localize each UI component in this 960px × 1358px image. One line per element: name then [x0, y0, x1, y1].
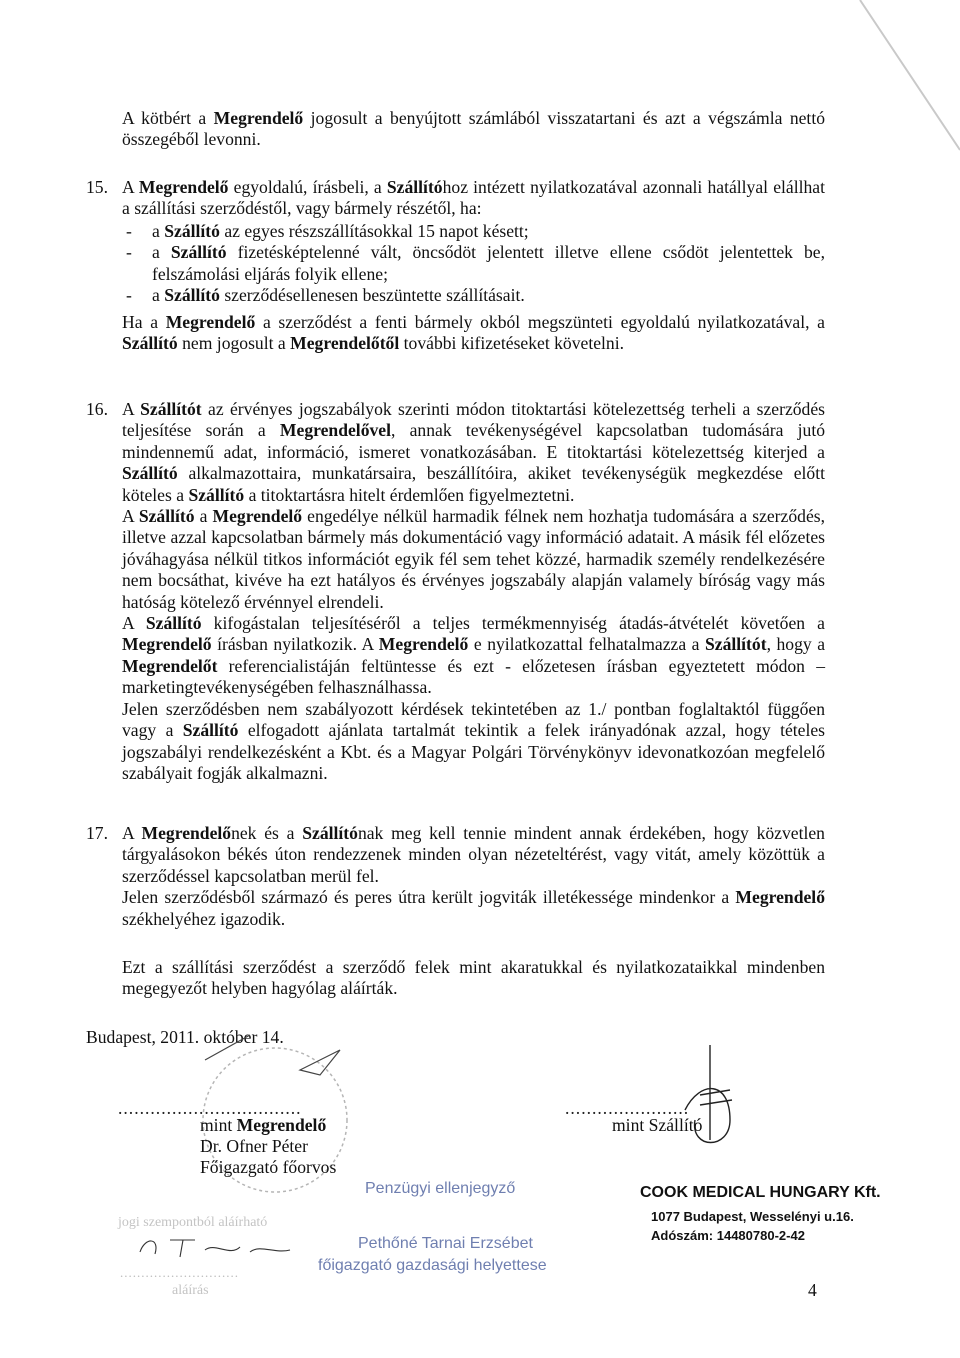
- signature-dotted-line-right: .......................: [565, 1098, 690, 1118]
- text: A: [122, 177, 139, 197]
- paragraph-kotber: [122, 108, 825, 151]
- stamp-line: Penzügyi ellenjegyző: [365, 1180, 516, 1197]
- text: az érvényes jogszabályok szerinti módon titoktartási kötelezettség terheli a szerződés teljesítése során a: [122, 399, 825, 441]
- section-16: [122, 399, 825, 784]
- text: Ezt a szállítási szerződést a szerződő felek mint akaratukkal és nyilatkozataikkal mindenben megegyezőt helyben hagyólag aláírták.: [122, 957, 825, 999]
- party-megrendelo: Megrendelő: [378, 634, 469, 655]
- text: nem jogosult a: [177, 333, 291, 354]
- section-17-para-1: [122, 823, 825, 887]
- party-szallito: Szállító: [182, 720, 239, 741]
- text: a: [152, 221, 165, 241]
- party-megrendelo: Megrendelő: [735, 887, 825, 908]
- party-szallito: Szállító: [122, 463, 178, 484]
- text: hoz intézett nyilatkozatával azonnali hatállyal elállhat a szállítási szerződéstől, vagy bármely részétől, ha:: [122, 177, 825, 219]
- party-szallito: Szállító: [170, 242, 227, 263]
- signer-role-right: mint Szállító: [612, 1115, 703, 1135]
- text: A kötbért a: [122, 108, 214, 128]
- section-17: [122, 823, 825, 930]
- signature-block-left: [200, 1115, 336, 1178]
- paragraph-final: [122, 957, 825, 1000]
- party-szallito: Szállító: [302, 823, 358, 843]
- section-16-para-1: [122, 399, 825, 506]
- text: Ha a: [122, 312, 166, 332]
- party-megrendelo: Megrendelő: [141, 823, 232, 843]
- text: a titoktartásra hitelt érdemlően figyelmeztetni.: [244, 484, 575, 505]
- text: A: [122, 823, 142, 843]
- date-line: Budapest, 2011. október 14.: [86, 1027, 284, 1047]
- party-megrendelo: Megrendelővel: [279, 420, 391, 441]
- stamp-line: Pethőné Tarnai Erzsébet: [358, 1235, 533, 1252]
- text: nek és a: [231, 823, 303, 843]
- text: e nyilatkozattal felhatalmazza a: [468, 634, 705, 655]
- party-szallito: Szállító: [188, 484, 245, 505]
- party-szallito: Szállító: [164, 285, 220, 306]
- party-megrendelo: Megrendelőtől: [290, 333, 400, 354]
- signer-title: Főigazgató főorvos: [200, 1157, 337, 1177]
- company-stamp-taxnumber: Adószám: 14480780-2-42: [651, 1228, 805, 1243]
- party-szallito: Szállítót: [140, 399, 202, 419]
- signer-role: [200, 1115, 336, 1136]
- text: szerződésellenesen beszüntette szállításait.: [219, 285, 525, 306]
- party-szallito: Szállító: [164, 221, 220, 241]
- text: nak meg kell tennie mindent annak érdekében, hogy közvetlen tárgyalásokon békés úton rendezzenek minden olyan nézeteltérést, vagy vitát, amely közöttük a szerződéssel kapcsolatban merül fel.: [122, 823, 825, 886]
- company-stamp-name: COOK MEDICAL HUNGARY Kft.: [640, 1184, 881, 1201]
- page-corner-fold: [850, 0, 960, 160]
- text: a: [152, 285, 165, 306]
- party-szallito: Szállító: [386, 177, 443, 197]
- section-number-15: 15.: [86, 177, 108, 197]
- text: referencialistáján feltüntesse és ezt - előzetesen írásban egyeztetett módon – marketingtevékenységében felhasználhassa.: [122, 655, 825, 698]
- text: a: [152, 242, 171, 263]
- text: székhelyéhez igazodik.: [122, 908, 286, 929]
- list-item: - a Szállító az egyes részszállításokkal 15 napot késett;: [126, 221, 529, 241]
- text: jogosult a benyújtott számlából visszatartani és azt a végszámla nettó összegéből levonni.: [122, 108, 825, 150]
- text: további kifizetéseket követelni.: [399, 333, 624, 354]
- text: a szerződést a fenti bármely okból megszünteti egyoldalú nyilatkozatával, a: [255, 312, 825, 332]
- text: mint Megrendelő: [200, 1115, 327, 1135]
- page-number: 4: [808, 1280, 817, 1300]
- text: Jelen szerződésben nem szabályozott kérdések tekintetében az 1./ pontban foglaltaktól függően vagy a: [122, 698, 825, 741]
- party-szallito: Szállító: [145, 613, 202, 634]
- section-15-bullets: [122, 221, 825, 307]
- text: A: [122, 506, 139, 527]
- list-item: - a Szállító fizetésképtelenné vált, öncsődöt jelentett illetve ellene csődöt jelentettek be, felszámolási eljárás folyik ellene;: [126, 242, 826, 284]
- party-megrendelo: Megrendelőt: [122, 655, 218, 676]
- party-megrendelo: Megrendelő: [138, 177, 229, 197]
- section-15-closing: [122, 312, 825, 355]
- text: elfogadott ajánlata tartalmát tekintik a felek irányadónak azzal, hogy tételes jogszabályi rendelkezésként a Kbt. és a Magyar Polgári Törvénykönyv idevonatkozóan megfelelő szabályait fogják alkalmazni.: [122, 720, 826, 783]
- text: írásban nyilatkozik. A: [211, 634, 379, 655]
- section-number-16: 16.: [86, 399, 108, 419]
- section-16-para-2: [122, 506, 825, 613]
- section-16-para-4: [122, 699, 825, 785]
- section-16-para-3: [122, 613, 825, 699]
- text: fizetésképtelenné vált, öncsődöt jelentett illetve ellene csődöt jelentettek be, felszámolási eljárás folyik ellene;: [152, 242, 826, 284]
- party-szallito: Szállító: [138, 506, 195, 527]
- handwritten-initials-left: [135, 1232, 295, 1262]
- stamp-line: főigazgató gazdasági helyettese: [318, 1257, 547, 1274]
- signature-dotted-line-left: ..................................: [118, 1098, 302, 1118]
- text: , annak tevékenységével kapcsolatban tudomására jutó mindennemű adat, információ, ismeret vonatkozásában. E titoktartási kötelezettség kiterjed a: [122, 420, 826, 462]
- party-megrendelo: Megrendelő: [236, 1115, 327, 1135]
- text: , hogy a: [766, 634, 826, 655]
- party-megrendelo: Megrendelő: [213, 108, 304, 128]
- section-17-para-2: [122, 887, 825, 930]
- faint-stamp-dots: ............................: [120, 1265, 239, 1280]
- party-megrendelo: Megrendelő: [165, 312, 256, 332]
- faint-stamp-line: jogi szempontból aláírható: [118, 1215, 268, 1230]
- signer-name: Dr. Ofner Péter: [200, 1136, 308, 1156]
- text: a: [194, 506, 213, 527]
- faint-stamp-line: aláírás: [172, 1283, 209, 1298]
- text: engedélye nélkül harmadik félnek nem hozhatja tudomására a szerződés, illetve azzal kapcsolatban bármely más dokumentáció vagy információ adatait. A másik fél előzetes jóváhagyása nélkül titkos információt egyik fél sem tehet közzé, harmadik személy rendelkezésére nem bocsáthat, kivéve ha ezt hatályos és érvényes jogszabály alapján valamely bíróság vagy más hatóság kötelező érvénnyel elrendeli.: [122, 506, 826, 612]
- text: A: [122, 613, 146, 634]
- text: egyoldalú, írásbeli, a: [228, 177, 387, 197]
- text: kifogástalan teljesítéséről a teljes termékmennyiség átadás-átvételét követően a: [201, 613, 825, 634]
- text: alkalmazottaira, munkatársaira, beszállítóira, akiket tevékenységük megkezdése előtt köteles a: [122, 463, 825, 505]
- section-number-17: 17.: [86, 823, 108, 843]
- text: A: [122, 399, 141, 419]
- party-szallito: Szállítót: [705, 634, 767, 655]
- text: az egyes részszállításokkal 15 napot késett;: [219, 221, 529, 241]
- text: Jelen szerződésből származó és peres útra került jogviták illetékessége mindenkor a: [122, 887, 736, 908]
- list-item: - a Szállító szerződésellenesen beszüntette szállításait.: [126, 285, 525, 306]
- company-stamp-address: 1077 Budapest, Wesselényi u.16.: [651, 1209, 854, 1224]
- party-megrendelo: Megrendelő: [122, 634, 212, 655]
- party-megrendelo: Megrendelő: [212, 506, 303, 527]
- section-15-intro: [122, 177, 825, 220]
- party-szallito: Szállító: [122, 333, 178, 354]
